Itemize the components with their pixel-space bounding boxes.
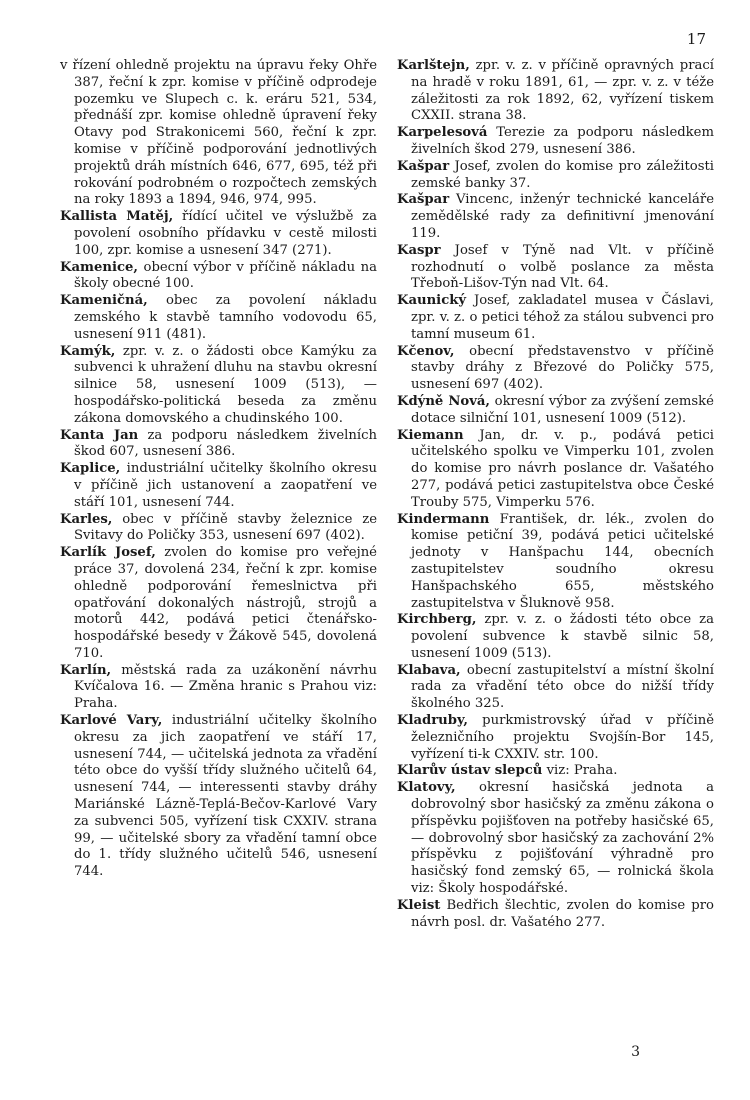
entry-text: Bedřich šlechtic, zvolen do komise pro návrh posl. dr. Vašatého 277. [411,897,714,930]
entry-headword: Karlín, [60,662,112,678]
index-entry [397,898,714,932]
index-entry [60,293,377,343]
index-entry [397,344,714,394]
entry-headword: Kindermann [397,511,490,527]
index-entry [60,545,377,663]
entry-headword: Kiemann [397,427,464,443]
entry-text: obecní zastupitelství a místní školní rada za vřadění této obce do nižší třídy školného 325. [411,662,714,712]
entry-headword: Klatovy, [397,780,456,796]
entry-headword: Kaplice, [60,461,121,477]
index-entry [397,125,714,159]
entry-headword: Karlové Vary, [60,713,163,729]
entry-text: zpr. v. z. o žádosti obce Kamýku za subvenci k uhražení dluhu na stavbu okresní silnice 58, usnesení 1009 (513), — hospodářsko-politická beseda za změnu zákona domovského a chudinského 100. [74,343,377,426]
entry-text: industriální učitelky školního okresu za jich zaopatření ve stáří 17, usnesení 744, — učitelská jednota za vřadění této obce do vyšší třídy služného učitelů 64, usnesení 744, — interessenti stavby dráhy Mariánské Lázně-Teplá-Bečov-Karlové Vary za subvenci 505, vyřízení tisk CXXIV. strana 99, — učitelské sbory za vřadění tamní obce do 1. třídy služného učitelů 546, usnesení 744. [74,713,377,880]
index-entry [397,713,714,763]
entry-headword: Karles, [60,511,113,527]
entry-text: obecní představenstvo v příčině stavby dráhy z Březové do Poličky 575, usnesení 697 (402). [411,343,714,393]
right-column [393,58,714,931]
signature-mark: 3 [631,1044,640,1060]
entry-text: František, dr. lék., zvolen do komise petiční 39, podává petici učitelské jednoty v Hanšpachu 144, obecních zastupitelstev soudního okresu Hanšpachského 655, městského zastupitelstva v Šluknově 958. [411,511,715,611]
entry-headword: Klabava, [397,662,461,678]
entry-headword: Kamenice, [60,259,138,275]
entry-headword: Kčenov, [397,343,455,359]
entry-headword: Karpelesová [397,125,488,141]
index-entry [397,243,714,293]
index-entry [397,394,714,428]
entry-headword: Kaspr [397,242,441,258]
index-entry [60,260,377,294]
entry-headword: Kleist [397,897,441,913]
index-entry [397,192,714,242]
entry-text: Josef, zakladatel musea v Čáslavi, zpr. v. z. o petici téhož za stálou subvenci pro tamní museum 61. [411,293,714,342]
index-entry [60,512,377,546]
entry-text: okresní hasičská jednota a dobrovolný sbor hasičský za změnu zákona o příspěvku pojišťoven na potřeby hasičské 65, — dobrovolný sbor hasičský za zachování 2% příspěvku z pojišťování výhradně pro hasičský fond zemský 65, — rolnická škola viz: Školy hospodářské. [411,780,714,897]
entry-text: zvolen do komise pro veřejné práce 37, dovolená 234, řeční k zpr. komise ohledně podporování řemeslnictva při opatřování dokonalých nástrojů, strojů a motorů 442, podává petici čtenářsko-hospodářské besedy v Žákově 545, dovolená 710. [74,545,377,661]
index-entry [397,159,714,193]
entry-text: obecní výbor v příčině nákladu na školy obecné 100. [74,259,377,292]
index-entry [60,428,377,462]
entry-headword: Karlštejn, [397,58,470,73]
entry-text: zpr. v. z. v příčině opravných prací na hradě v roku 1891, 61, — zpr. v. z. v téže záležitosti za rok 1892, 62, vyřízení tiskem CXXII. strana 38. [411,58,714,124]
entry-headword: Kdýně Nová, [397,393,490,409]
entry-headword: Kaunický [397,293,467,309]
index-entry [60,713,377,881]
page-number: 17 [686,30,706,48]
index-entry [60,209,377,259]
entry-text: řídící učitel ve výslužbě za povolení osobního přídavku v cestě milosti 100, zpr. komise a usnesení 347 (271). [74,209,377,258]
entry-text: Josef, zvolen do komise pro záležitosti zemské banky 37. [411,158,714,191]
entry-text: okresní výbor za zvýšení zemské dotace silniční 101, usnesení 1009 (512). [411,393,714,426]
entry-text: Jan, dr. v. p., podává petici učitelského spolku ve Vimperku 101, zvolen do komise pro návrh poslance dr. Vašatého 277, podává petici zastupitelstva obce České Trouby 575, Vimperku 576. [411,427,714,510]
index-entry [60,58,377,209]
entry-text: obec za povolení nákladu zemského k stavbě tamního vodovodu 65, usnesení 911 (481). [74,293,377,342]
index-entry [397,780,714,898]
entry-text: viz: Praha. [546,763,618,779]
entry-text: v řízení ohledně projektu na úpravu řeky Ohře 387, řeční k zpr. komise v příčině odprodeje pozemku ve Slupech c. k. eráru 521, 534, přednáší zpr. komise ohledně úpravení řeky Otavy pod Strakonicemi 560, řeční k zpr. komise v příčině podporování jednotlivých projektů dráh místních 646, 677, 695, též při rokování podrobném o rozpočtech zemských na roky 1893 a 1894, 946, 974, 995. [60,58,377,208]
entry-text: Vincenc, inženýr technické kanceláře zemědělské rady za definitivní jmenování 119. [411,192,714,241]
entry-text: purkmistrovský úřad v příčině železničního projektu Svojšín-Bor 145, vyřízení ti-k CXXIV. str. 100. [411,713,714,762]
entry-text: za podporu následkem živelních škod 607, usnesení 386. [74,427,377,460]
entry-headword: Kallista Matěj, [60,209,174,225]
entry-headword: Kirchberg, [397,612,477,628]
entry-text: Terezie za podporu následkem živelních škod 279, usnesení 386. [411,125,714,157]
entry-headword: Kladruby, [397,713,468,729]
entry-text: industriální učitelky školního okresu v příčině jich ustanovení a zaopatření ve stáří 101, usnesení 744. [74,461,377,510]
left-column [60,58,381,931]
index-columns [60,58,714,931]
entry-headword: Kamýk, [60,343,116,359]
entry-headword: Klarův ústav slepců [397,763,543,779]
entry-text: zpr. v. z. o žádosti této obce za povolení subvence k stavbě silnic 58, usnesení 1009 (513). [411,612,714,661]
index-entry [397,293,714,343]
index-entry [397,428,714,512]
entry-text: městská rada za uzákonění návrhu Kvíčalova 16. — Změna hranic s Prahou viz: Praha. [74,662,377,712]
index-entry [60,461,377,511]
index-entry [60,344,377,428]
entry-headword: Kameničná, [60,293,148,309]
entry-headword: Karlík Josef, [60,545,156,561]
entry-headword: Kašpar [397,158,450,174]
entry-text: obec v příčině stavby železnice ze Svitavy do Poličky 353, usnesení 697 (402). [74,511,377,544]
index-entry [397,663,714,713]
index-entry [397,612,714,662]
index-entry [397,58,714,125]
index-entry [397,763,714,780]
entry-headword: Kanta Jan [60,427,139,443]
entry-text: Josef v Týně nad Vlt. v příčině rozhodnutí o volbě poslance za města Třeboň-Lišov-Týn nad Vlt. 64. [411,242,714,292]
index-entry [397,512,714,613]
entry-headword: Kašpar [397,192,450,208]
index-entry [60,663,377,713]
